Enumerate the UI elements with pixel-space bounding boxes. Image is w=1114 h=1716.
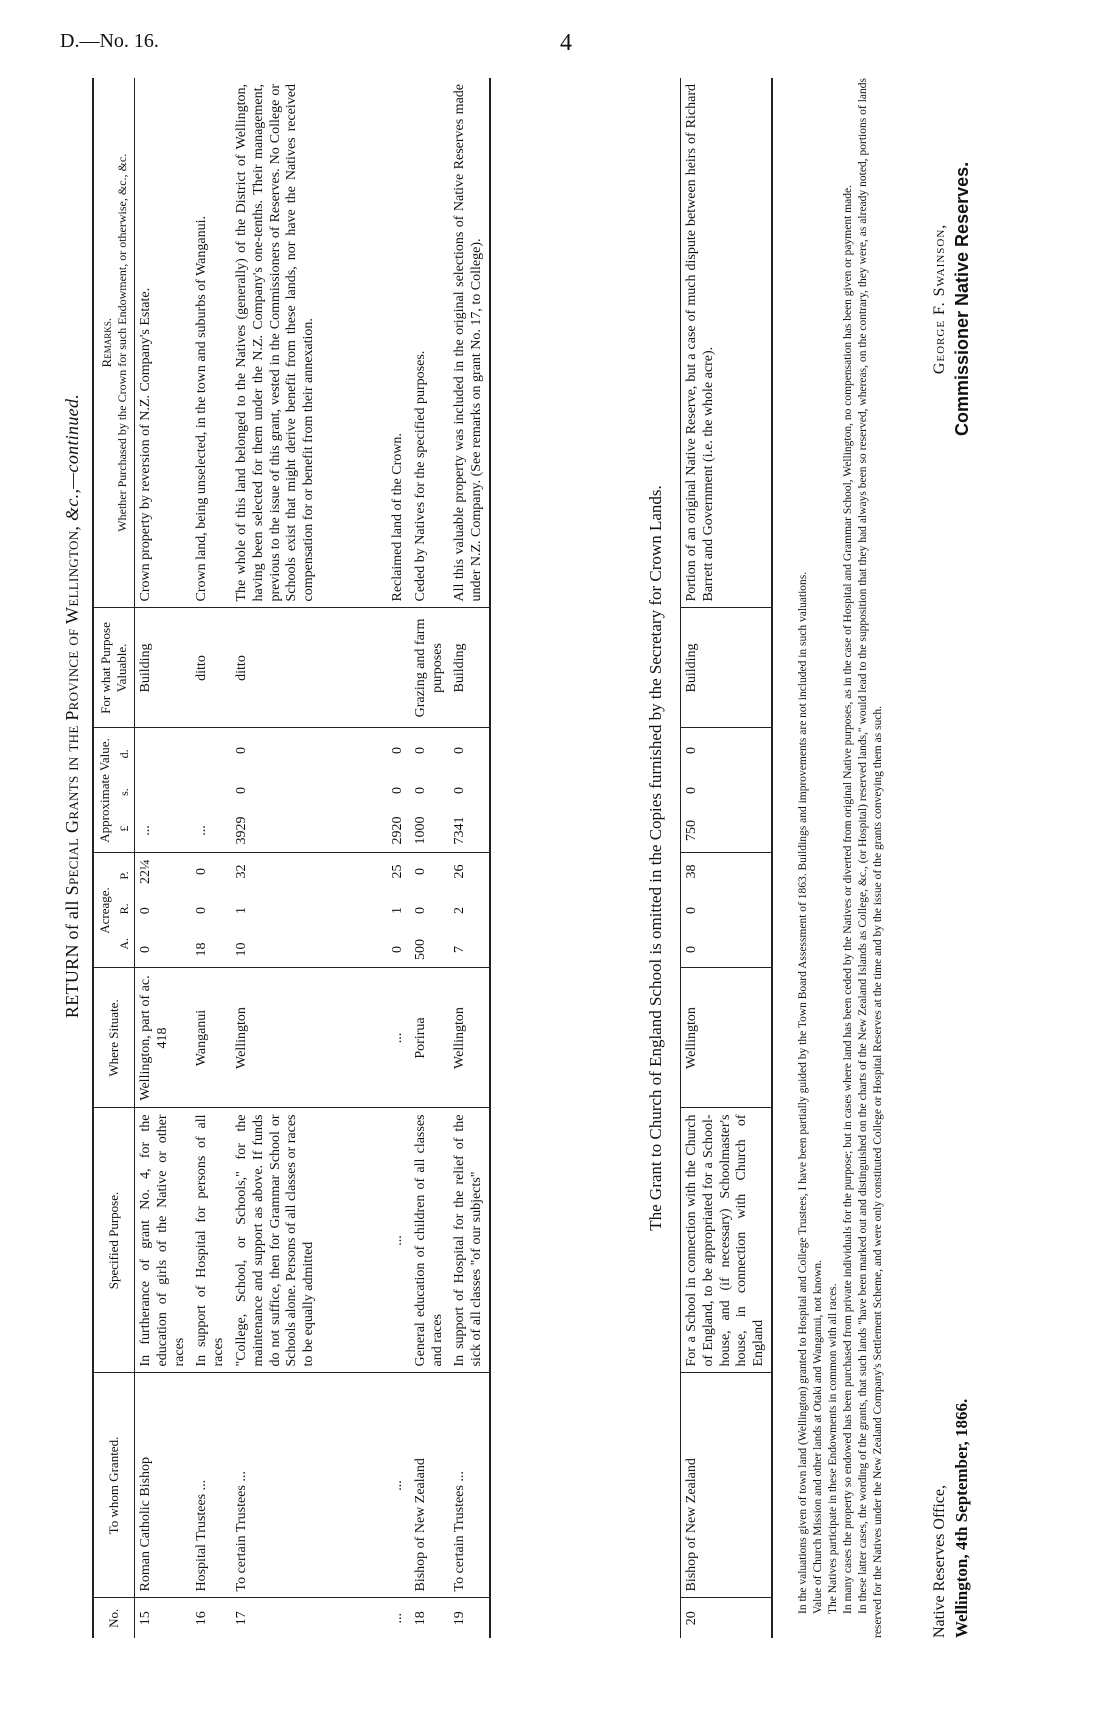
acre-r: 1 <box>233 907 249 914</box>
office-date: Wellington, 4th September, 1866. <box>951 1398 971 1638</box>
col-header-value <box>93 728 134 853</box>
acre-a: 0 <box>684 946 699 953</box>
col-header-remarks <box>93 78 134 608</box>
acre-p: 32 <box>233 864 249 879</box>
cell-to-whom: ... <box>387 1373 410 1598</box>
cell-no: 19 <box>452 1611 468 1626</box>
cell-where: ... <box>387 968 410 1108</box>
grants-table <box>92 78 491 1638</box>
acre-a: 0 <box>137 946 153 953</box>
cell-value <box>134 728 191 853</box>
footnote: In these latter cases, the wording of the grants, that such lands "have been marked out and distinguished on the charts of the New Zealand Islands as College, &c., (or Hospital) reserved lands," would lead to the supposition that they had always been so reserved, whereas, on the contrary, they were, as already noted, portions of lands reserved for the Natives under the New Zealand Company's Settlement Scheme, and were only constituted College or Hospital Reserves at the time and by the issue of the grants conveying them as such. <box>856 78 884 1638</box>
footnote: The Natives participate in these Endowments in common with all races. <box>826 1283 839 1614</box>
acre-p: 0 <box>194 868 210 875</box>
cell-purpose: In support of Hospital for persons of all races <box>191 1108 231 1373</box>
cell-for-what: ditto <box>231 608 387 728</box>
table-row <box>449 78 490 1638</box>
value-d <box>194 735 211 767</box>
footnote: In the valuations given of town land (Wellington) granted to Hospital and College Trustees, I have been partially guided by the Town Board Assessment of 1863. Buildings and improvements are not included in such valuations. <box>797 571 809 1614</box>
cell-remarks: Ceded by Natives for the specified purposes. <box>410 78 450 608</box>
footnotes <box>796 78 886 1638</box>
table-row <box>231 78 387 1638</box>
cell-for-what: Building <box>134 608 191 728</box>
value-l: ... <box>194 825 210 836</box>
value-d: 0 <box>389 747 405 754</box>
col-header-no: No. <box>93 1598 134 1638</box>
cell-for-what: Grazing and farm purposes <box>410 608 450 728</box>
document-reference: D.—No. 16. <box>60 30 159 52</box>
value-d <box>138 735 155 767</box>
table-header-row <box>93 78 134 1638</box>
col-header-acreage <box>93 853 134 968</box>
value-pence-label: d. <box>116 749 131 759</box>
cell-where: Wellington <box>231 968 387 1108</box>
cell-to-whom: Bishop of New Zealand <box>681 1373 772 1598</box>
cell-to-whom: Roman Catholic Bishop <box>134 1373 191 1598</box>
acre-a: 0 <box>389 946 405 953</box>
acre-a: 500 <box>412 939 428 960</box>
acreage-title: Acreage. <box>97 887 112 934</box>
cell-value <box>231 728 387 853</box>
value-title: Approximate Value. <box>97 738 112 843</box>
col-header-for-what: For what Purpose Valuable. <box>93 608 134 728</box>
acre-r: 0 <box>412 907 428 914</box>
signer-name: George F. Swainson, <box>931 223 948 375</box>
acre-r: 0 <box>137 907 153 915</box>
col-header-to-whom: To whom Granted. <box>93 1373 134 1598</box>
omission-note: The Grant to Church of England School is omitted in the Copies furnished by the Secretary for Crown Lands. <box>646 485 665 1231</box>
cell-no: 16 <box>194 1611 210 1626</box>
acre-a: 10 <box>233 942 249 957</box>
signer-role: Commissioner Native Reserves. <box>951 161 972 436</box>
cell-where: Wanganui <box>191 968 231 1108</box>
title-suffix: &c.,—continued. <box>62 393 82 521</box>
cell-value <box>387 728 410 853</box>
table-row <box>134 78 191 1638</box>
acreage-p-label: P. <box>116 871 131 880</box>
value-d: 0 <box>233 747 249 754</box>
cell-for-what: Building <box>449 608 490 728</box>
table-row <box>387 78 410 1638</box>
cell-value <box>410 728 450 853</box>
cell-where: Wellington <box>449 968 490 1108</box>
page-number: 4 <box>560 30 572 56</box>
cell-acreage <box>410 853 450 968</box>
signature-block <box>930 162 974 436</box>
cell-where: Wellington <box>681 968 772 1108</box>
cell-purpose: In support of Hospital for the relief of the sick of all classes "of our subjects" <box>449 1108 490 1373</box>
cell-purpose: General education of children of all classes and races <box>410 1108 450 1373</box>
value-d: 0 <box>452 747 468 754</box>
cell-no: 15 <box>137 1611 153 1626</box>
value-s: 0 <box>452 787 468 794</box>
cell-value <box>449 728 490 853</box>
acre-p: 25 <box>389 864 405 879</box>
value-l: 7341 <box>452 816 468 845</box>
grants-table-row-20 <box>680 78 773 1638</box>
value-s <box>194 775 211 807</box>
value-l: 3929 <box>233 816 249 845</box>
acre-p: 0 <box>412 868 428 875</box>
col-header-purpose: Specified Purpose. <box>93 1108 134 1373</box>
table-row <box>191 78 231 1638</box>
acreage-r-label: R. <box>116 903 131 915</box>
cell-purpose: For a School in connection with the Church of England, to be appropriated for a School-house, and (if necessary) Schoolmaster's house, in connection with Church of England <box>681 1108 772 1373</box>
acre-p: 26 <box>452 864 468 879</box>
cell-no: 20 <box>684 1611 699 1626</box>
document-title <box>62 56 83 1356</box>
acre-r: 1 <box>389 907 405 914</box>
cell-acreage <box>191 853 231 968</box>
col-header-where: Where Situate. <box>93 968 134 1108</box>
table-row <box>410 78 450 1638</box>
cell-acreage <box>231 853 387 968</box>
cell-acreage <box>387 853 410 968</box>
cell-to-whom: To certain Trustees ... <box>449 1373 490 1598</box>
cell-acreage <box>681 853 772 968</box>
cell-where: Wellington, part of ac. 418 <box>134 968 191 1108</box>
cell-where: Porirua <box>410 968 450 1108</box>
cell-value <box>191 728 231 853</box>
value-s: 0 <box>412 787 428 794</box>
value-s: 0 <box>389 787 405 794</box>
cell-remarks: Reclaimed land of the Crown. <box>387 78 410 608</box>
title-main: Special Grants in the Province of Wellington, <box>62 525 82 896</box>
cell-to-whom: To certain Trustees ... <box>231 1373 387 1598</box>
footnote: Value of Church Mission and other lands at Otaki and Wanganui, not known. <box>811 1259 824 1614</box>
remarks-subtitle: Whether Purchased by the Crown for such Endowment, or otherwise, &c., &c. <box>114 153 129 532</box>
cell-remarks: All this valuable property was included in the original selections of Native Reserves made under N.Z. Company. (See remarks on grant No. 17, to College). <box>449 78 490 608</box>
cell-purpose: "College, School, or Schools," for the maintenance and support as above. If funds do not suffice, then for Grammar School or Schools alone. Persons of all classes or races to be equally admitted <box>231 1108 387 1373</box>
acre-r: 2 <box>452 907 468 914</box>
value-l: 1000 <box>412 816 428 845</box>
cell-purpose: ... <box>387 1108 410 1373</box>
office-block <box>930 1399 973 1638</box>
value-s <box>138 775 155 807</box>
cell-to-whom: Bishop of New Zealand <box>410 1373 450 1598</box>
value-s: 0 <box>233 787 249 794</box>
acreage-a-label: A. <box>116 938 131 950</box>
table-row <box>681 78 772 1638</box>
cell-acreage <box>134 853 191 968</box>
value-l: 750 <box>684 820 699 841</box>
cell-purpose: In furtherance of grant No. 4, for the education of girls of the Native or other races <box>134 1108 191 1373</box>
value-pound-label: £ <box>116 825 131 832</box>
cell-for-what <box>387 608 410 728</box>
acre-p: 22¼ <box>137 859 153 884</box>
acre-a: 7 <box>452 946 468 953</box>
cell-acreage <box>449 853 490 968</box>
value-d: 0 <box>684 747 699 754</box>
title-prefix: RETURN of all <box>62 900 82 1019</box>
cell-remarks: Portion of an original Native Reserve, but a case of much dispute between heirs of Richard Barrett and Government (i.e. the whole acre). <box>681 78 772 608</box>
cell-remarks: Crown land, being unselected, in the town and suburbs of Wanganui. <box>191 78 231 608</box>
acre-p: 38 <box>684 864 699 879</box>
cell-no: ... <box>389 1613 405 1624</box>
value-shilling-label: s. <box>116 788 131 796</box>
acre-a: 18 <box>194 942 210 957</box>
cell-no: 17 <box>233 1611 249 1626</box>
cell-to-whom: Hospital Trustees ... <box>191 1373 231 1598</box>
value-l: 2920 <box>389 816 405 845</box>
footnote: In many cases the property so endowed has been purchased from private individuals for the purpose; but in cases where land has been ceded by the Natives or diverted from original Native purposes, as in the case of Hospital and Grammar School, Wellington, no compensation has been given or payment made. <box>841 185 854 1614</box>
acre-r: 0 <box>684 907 699 914</box>
value-s: 0 <box>684 787 699 794</box>
cell-for-what: ditto <box>191 608 231 728</box>
value-d: 0 <box>412 747 428 754</box>
cell-for-what: Building <box>681 608 772 728</box>
acre-r: 0 <box>194 907 210 914</box>
cell-value <box>681 728 772 853</box>
cell-no: 18 <box>412 1611 428 1626</box>
cell-remarks: Crown property by reversion of N.Z. Company's Estate. <box>134 78 191 608</box>
remarks-title: Remarks. <box>99 318 114 368</box>
cell-remarks: The whole of this land belonged to the Natives (generally) of the District of Wellington, having been selected for them under the N.Z. Company's one-tenths. Their management, previous to the issue of this grant, vested in the Commissioners of Reserves. No College or Schools exist that might derive benefit from these lands, nor have the Natives received compensation for or benefit from their annexation. <box>231 78 387 608</box>
value-l: ... <box>137 825 153 836</box>
office-name: Native Reserves Office, <box>931 1485 948 1638</box>
